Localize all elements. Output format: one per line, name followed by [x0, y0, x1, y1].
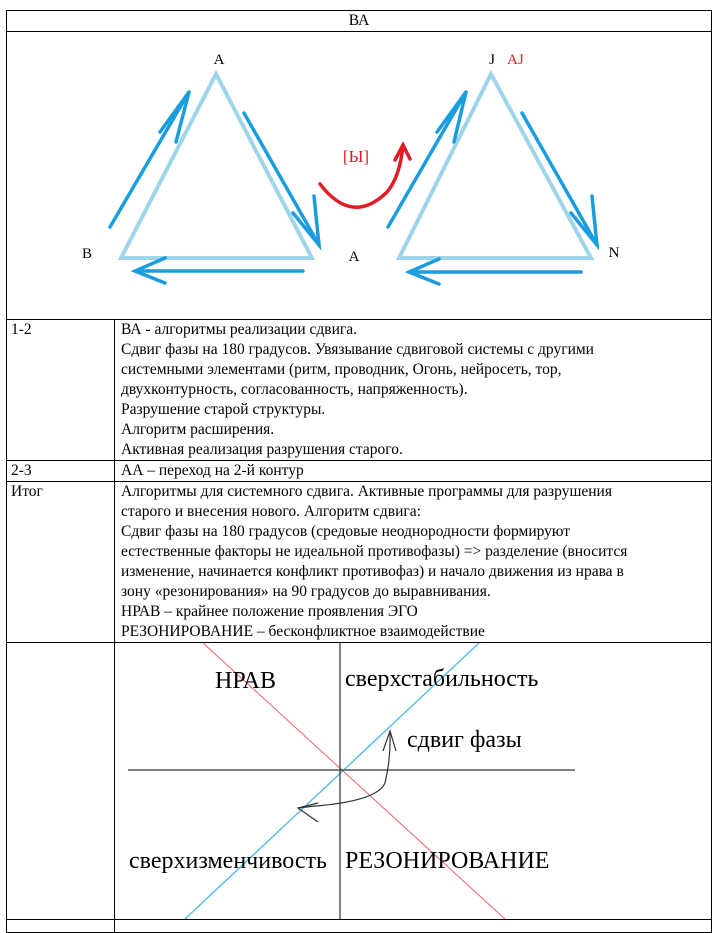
table-row — [7, 320, 712, 461]
label-phase-shift: сдвиг фазы — [407, 727, 522, 753]
table-row — [7, 461, 712, 482]
row-line: АА – переход на 2-й контур — [121, 462, 304, 479]
row-line: Активная реализация разрушения старого. — [121, 441, 403, 458]
left-right-label: A — [348, 249, 360, 265]
right-right-label: N — [608, 245, 620, 261]
row-line: Сдвиг фазы на 180 градусов (средовые неоднородности формируют — [121, 523, 571, 540]
right-triangle — [399, 74, 591, 258]
row-line: Сдвиг фазы на 180 градусов. Увязывание сдвиговой системы с другими — [121, 341, 594, 358]
table-row — [7, 643, 712, 920]
row-line: Алгоритмы для системного сдвига. Активные программы для разрушения — [121, 483, 612, 500]
row-label: 1-2 — [7, 320, 115, 461]
triangle-transition-diagram — [7, 32, 711, 319]
phase-diagram-cell — [115, 643, 712, 920]
row-label: 2-3 — [7, 461, 115, 482]
row-line: Алгоритм расширения. — [121, 421, 275, 438]
row-line: НРАВ – крайнее положение проявления ЭГО — [121, 603, 418, 620]
row-label: Итог — [7, 482, 115, 643]
table-header-title: ВА — [7, 11, 712, 32]
row-line: Разрушение старой структуры. — [121, 401, 326, 418]
row-line: естественные факторы не идеальной противофазы) => разделение (вносится — [121, 543, 628, 560]
row-content — [115, 461, 712, 482]
phase-shift-arrow — [298, 731, 396, 822]
right-triangle-arrows — [388, 92, 597, 284]
label-supervariability: сверхизменчивость — [129, 848, 327, 874]
row-content — [115, 320, 712, 461]
label-superstability: сверхстабильность — [345, 666, 539, 692]
transition-label: [Ы] — [342, 147, 370, 166]
row-line: ВА - алгоритмы реализации сдвига. — [121, 321, 357, 338]
empty-cell — [115, 920, 712, 933]
triangle-figure-cell — [7, 32, 712, 320]
table-row — [7, 482, 712, 643]
row-line: двухконтурность, согласованность, напряженность). — [121, 381, 468, 398]
content-table — [6, 10, 712, 933]
row-line: старого и внесения нового. Алгоритм сдвига: — [121, 503, 421, 520]
label-resonance: РЕЗОНИРОВАНИЕ — [345, 848, 550, 874]
row-line: РЕЗОНИРОВАНИЕ – бесконфликтное взаимодействие — [121, 623, 485, 640]
right-top-extra-label: AJ — [507, 52, 524, 68]
left-triangle — [121, 74, 312, 258]
row-line: изменение, начинается конфликт противофаз) и начало движения из нрава в — [121, 563, 624, 580]
row-line: зону «резонирования» на 90 градусов до выравнивания. — [121, 583, 491, 600]
right-top-label: J — [489, 52, 495, 68]
empty-cell — [7, 920, 115, 933]
row-label-empty — [7, 643, 115, 920]
phase-shift-diagram — [115, 643, 713, 919]
table-row-empty — [7, 920, 712, 933]
row-line: системными элементами (ритм, проводник, Огонь, нейросеть, тор, — [121, 361, 562, 378]
left-triangle-arrows — [110, 92, 319, 283]
row-content — [115, 482, 712, 643]
left-left-label: B — [81, 246, 93, 262]
label-nrav: НРАВ — [215, 668, 276, 694]
left-top-label: A — [213, 52, 225, 68]
